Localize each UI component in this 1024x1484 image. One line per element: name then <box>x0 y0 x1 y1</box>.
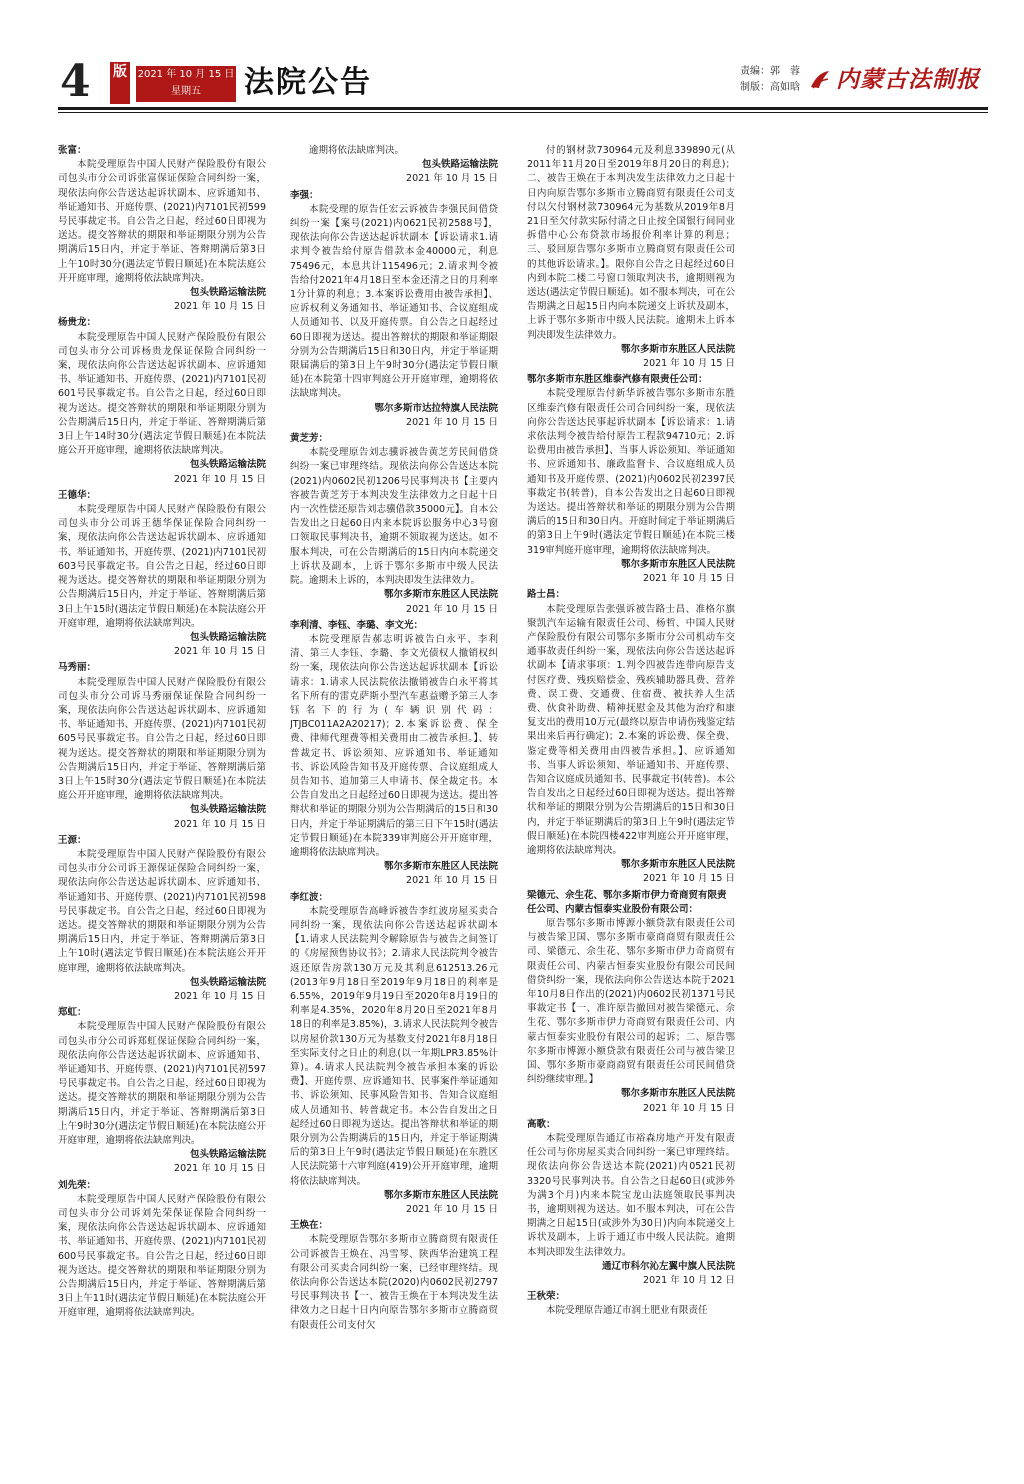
notice-recipient: 王焕在： <box>290 1220 329 1232</box>
court-notice <box>290 619 498 889</box>
court-notice <box>58 316 266 486</box>
notice-date: 2021 年 10 月 15 日 <box>174 818 266 830</box>
notice-recipient: 郑虹： <box>58 1007 87 1019</box>
notice-date: 2021 年 10 月 15 日 <box>406 173 498 185</box>
notice-court: 包头铁路运输法院 <box>189 459 266 471</box>
column-2 <box>290 144 498 1470</box>
notice-court: 鄂尔多斯市东胜区人民法院 <box>620 558 735 570</box>
notice-body: 本院受理原告通辽市润土肥业有限责任 <box>546 1305 708 1317</box>
court-notice <box>290 144 498 187</box>
notice-date: 2021 年 10 月 15 日 <box>174 990 266 1002</box>
notice-recipient: 黄芝芳： <box>290 433 329 445</box>
notice-date: 2021 年 10 月 15 日 <box>406 1204 498 1216</box>
notice-body: 本院受理原告郝志明诉被告白永平、李利清、第三人李钰、李璐、李文光债权人撤销权纠纷一案，现依法向你公告送达起诉状副本【诉讼请求：1.请求人民法院依法撤销被告白永平将其名下所有的雷克萨斯小型汽车惠益赠予第三人李钰名下的行为(车辆识别代码：JTJBC011A2A20217)；2.本案诉讼费、保全费、律师代理费等相关费用由二被告承担。】、转普裁定书、诉讼须知、应诉通知书、举证通知书、诉讼风险告知书及开庭传票、合议庭组成人员告知书、追加第三人申请书、保全裁定书。本公告自发出之日起经过60日即视为送达。提出答辩状和举证的期限分别为公告期满后的15日和30日内，并定于举证期满后的第三日下午15时(遇法定节假日顺延)在本院339审判庭公开开庭审理，逾期将依法缺席判决。 <box>290 633 498 858</box>
brand-name: 内蒙古法制报 <box>836 66 980 93</box>
notice-body: 付的钢材款730964元及利息339890元(从2011年11月20日至2019年8月20日的利息)；二、被告王焕在于本判决发生法律效力之日起十日内向原告鄂尔多斯市立腾商贸有限责任公司支付以欠付钢材款730964元为基数从2019年8月21日至欠付款实际付清之日止按全国银行间同业拆借中心公布贷款市场报价利率计算的利息；三、驳回原告鄂尔多斯市立腾商贸有限责任公司的其他诉讼请求。】。限你自公告之日起经过60日内到本院二楼二号窗口领取判决书，逾期则视为送达(遇法定节假日顺延)。如不服本判决，可在公告期满之日起15日内向本院递交上诉状及副本，上诉于鄂尔多斯市中级人民法院。逾期未上诉本判决即发生法律效力。 <box>527 145 735 341</box>
edition-badge: 版 <box>110 62 130 104</box>
notice-recipient: 李红波： <box>290 891 329 903</box>
notice-body: 本院受理原告中国人民财产保险股份有限公司包头市分公司诉郑虹保证保险合同纠纷一案，现依法向你公告送达起诉状副本、应诉通知书、举证通知书、开庭传票、(2021)内7101民初597号民事裁定书。自公告之日起，经过60日即视为送达。提交答辩状的期限和举证期限分别为公告期满后15日内，并定于举证、答辩期满后第3日上午9时30分(遇法定节假日顺延)在本院法庭公开开庭审理，逾期将依法缺席判决。 <box>58 1021 266 1147</box>
section-title: 法院公告 <box>244 65 372 100</box>
notice-date: 2021 年 10 月 15 日 <box>174 1163 266 1175</box>
court-notice <box>58 1006 266 1176</box>
notice-recipient: 李强： <box>290 189 319 201</box>
notice-court: 鄂尔多斯市东胜区人民法院 <box>383 1189 498 1201</box>
notice-court: 鄂尔多斯市东胜区人民法院 <box>620 343 735 355</box>
notice-body: 原告鄂尔多斯市博源小额贷款有限责任公司与被告梁卫国、鄂尔多斯市豪商商贸有限责任公司、梁德元、佘生花、鄂尔多斯市伊力奇商贸有限责任公司、内蒙古恒泰实业股份有限公司民间借贷纠纷一案，现依法向你公告送达本院于2021年10月8日作出的(2021)内0602民初1371号民事裁定书【一、准许原告撤回对被告梁德元、佘生花、鄂尔多斯市伊力奇商贸有限责任公司、内蒙古恒泰实业股份有限公司的起诉；二、原告鄂尔多斯市博源小额贷款有限责任公司与被告梁卫国、鄂尔多斯市豪商商贸有限责任公司民间借贷纠纷继续审理。】 <box>527 917 735 1086</box>
notice-body: 本院受理原告中国人民财产保险股份有限公司包头市分公司诉马秀丽保证保险合同纠纷一案，现依法向你公告送达起诉状副本、应诉通知书、举证通知书、开庭传票、(2021)内7101民初605号民事裁定书。自公告之日起，经过60日即视为送达。提交答辩状的期限和举证期限分别为公告期满后15日内，并定于举证、答辩期满后第3日上午15时30分(遇法定节假日顺延)在本院法庭公开开庭审理，逾期将依法缺席判决。 <box>58 676 266 802</box>
court-notice <box>58 661 266 831</box>
court-notice <box>290 432 498 617</box>
header-rule-thin <box>58 112 988 113</box>
notice-body: 本院受理原告高峰诉被告李红波房屋买卖合同纠纷一案，现依法向你公告送达起诉状副本【1.请求人民法院判令解除原告与被告之间签订的《房屋预售协议书》；2.请求人民法院判令被告返还原告房款130万元及其利息612513.26元(2013年9月18日至2019年9月18日的利率是6.55%，2019年9月19日至2020年8月19日的利率是4.35%，2020年8月20日至2021年8月18日的利率是3.85%)，3.请求人民法院判令被告以房屋价款130万元为基数支付2021年8月18日至实际支付之日止的利息(以一年期LPR3.85%计算)。4.请求人民法院判令被告承担本案的诉讼费】、开庭传票、应诉通知书、民事案件举证通知书、诉讼须知、民事风险告知书、告知合议庭组成人员通知书、转普裁定书。本公告自发出之日起经过60日即视为送达。提出答辩状和举证的期限分别为公告期满后的15日内，并定于举证期满后的第3日上午9时(遇法定节假日顺延)在东胜区人民法院第十六审判庭(419)公开开庭审理，逾期将依法缺席判决。 <box>290 905 498 1187</box>
notice-body: 本院受理原告中国人民财产保险股份有限公司包头市分公司诉王德华保证保险合同纠纷一案，现依法向你公告送达起诉状副本、应诉通知书、举证通知书、开庭传票、(2021)内7101民初603号民事裁定书。自公告之日起，经过60日即视为送达。提交答辩状的期限和举证期限分别为公告期满后15日内，并定于举证、答辩期满后第3日上午15时(遇法定节假日顺延)在本院法庭公开开庭审理，逾期将依法缺席判决。 <box>58 504 266 629</box>
court-notice <box>527 144 735 371</box>
court-notice <box>58 1179 266 1321</box>
notice-court: 包头铁路运输法院 <box>189 287 266 299</box>
notice-court: 鄂尔多斯市东胜区人民法院 <box>620 859 735 871</box>
notice-court: 鄂尔多斯市达拉特旗人民法院 <box>374 402 498 414</box>
notice-recipient: 王源： <box>58 834 87 846</box>
notice-body: 逾期将依法缺席判决。 <box>309 145 405 156</box>
notice-date: 2021 年 10 月 15 日 <box>643 573 735 585</box>
court-notice <box>527 588 735 886</box>
issue-date-block <box>136 66 236 102</box>
notice-recipient: 刘先荣： <box>58 1179 97 1191</box>
court-notice <box>527 1290 735 1318</box>
notice-court: 通辽市科尔沁左翼中旗人民法院 <box>601 1260 735 1272</box>
notice-recipient: 王德华： <box>58 489 97 501</box>
notice-body: 本院受理原告中国人民财产保险股份有限公司包头市分公司诉王源保证保险合同纠纷一案，现依法向你公告送达起诉状副本、应诉通知书、举证通知书、开庭传票、(2021)内7101民初598号民事裁定书。自公告之日起，经过60日即视为送达。提交答辩状的期限和举证期限分别为公告期满后15日内，并定于举证、答辩期满后第3日上午10时(遇法定节假日顺延)在本院法庭公开开庭审理，逾期将依法缺席判决。 <box>58 848 266 974</box>
notice-date: 2021 年 10 月 15 日 <box>174 473 266 485</box>
court-notice <box>527 373 735 586</box>
masthead <box>0 0 1024 112</box>
court-notice <box>527 1118 735 1288</box>
notice-court: 鄂尔多斯市东胜区人民法院 <box>383 861 498 873</box>
notice-body: 本院受理原告付新华诉被告鄂尔多斯市东胜区维泰汽修有限责任公司合同纠纷一案，现依法向你公告送达民事起诉状副本【诉讼请求：1.请求依法判令被告给付原告工程款94710元；2.诉讼费用由被告承担】、当事人诉讼须知、举证通知书、应诉通知书、廉政监督卡、合议庭组成人员通知书及开庭传票、(2021)内0602民初2397民事裁定书(转普)，自本公告发出之日起60日即视为送达。提出答辩状和举证的期限分别为公告期满后的15日和30日内。开庭时间定于举证期满后的第3日上午9时(遇法定节假日顺延)在本院三楼319审判庭开庭审理，逾期将依法缺席判决。 <box>527 388 735 556</box>
newspaper-brand <box>808 62 988 98</box>
notice-body: 本院受理原告中国人民财产保险股份有限公司包头市分公司诉刘先荣保证保险合同纠纷一案，现依法向你公告送达起诉状副本、应诉通知书、举证通知书、开庭传票、(2021)内7101民初600号民事裁定书。自公告之日起，经过60日即视为送达。提交答辩状的期限和举证期限分别为公告期满后15日内，并定于举证、答辩期满后第3日上午11时(遇法定节假日顺延)在本院法庭公开开庭审理，逾期将依法缺席判决。 <box>58 1193 266 1319</box>
court-notice <box>58 834 266 1004</box>
notice-recipient: 鄂尔多斯市东胜区维泰汽修有限责任公司： <box>527 374 708 386</box>
notice-court: 鄂尔多斯市东胜区人民法院 <box>383 589 498 601</box>
notice-recipient: 梁德元、佘生花、鄂尔多斯市伊力奇商贸有限责任公司、内蒙古恒泰实业股份有限公司： <box>527 889 727 915</box>
notice-date: 2021 年 10 月 15 日 <box>174 646 266 658</box>
column-1 <box>58 144 266 1470</box>
notice-court: 包头铁路运输法院 <box>189 804 266 816</box>
notice-date: 2021 年 10 月 15 日 <box>406 875 498 887</box>
issue-date: 2021 年 10 月 15 日 <box>137 69 235 80</box>
notice-date: 2021 年 10 月 15 日 <box>406 416 498 428</box>
notice-body: 本院受理原告中国人民财产保险股份有限公司包头市分公司诉张富保证保险合同纠纷一案，现依法向你公告送达起诉状副本、应诉通知书、举证通知书、开庭传票、(2021)内7101民初599号民事裁定书。自公告之日起，经过60日即视为送达。提交答辩状的期限和举证期限分别为公告期满后15日内，并定于举证、答辩期满后第3日上午10时30分(遇法定节假日顺延)在本院法庭公开开庭审理，逾期将依法缺席判决。 <box>58 159 266 284</box>
court-notice <box>58 144 266 314</box>
notice-body: 本院受理原告张强诉被告路士昌、准格尔旗聚凯汽车运输有限责任公司、杨哲、中国人民财产保险股份有限公司鄂尔多斯市分公司机动车交通事故责任纠纷一案，现依法向你公告送达起诉状副本【请求事项：1.判令四被告连带向原告支付医疗费、残疾赔偿金、残疾辅助器具费、营养费、误工费、交通费、住宿费、被扶养人生活费、伙食补助费、精神抚慰金及其他为治疗和康复支出的费用10万元(最终以原告申请伤残鉴定结果出来后再行确定)；2.本案的诉讼费、保全费、鉴定费等相关费用由四被告承担。】、应诉通知书、当事人诉讼须知、举证通知书、开庭传票、告知合议庭成员通知书、民事裁定书(转普)。本公告自发出之日起经过60日即视为送达。提出答辩状和举证的期限分别为公告期满后的15日和30日内，并定于举证期满后的第3日上午9时(遇法定节假日顺延)在本院四楼422审判庭公开开庭审理，逾期将依法缺席判决。 <box>527 603 735 856</box>
notice-date: 2021 年 10 月 15 日 <box>406 603 498 615</box>
issue-weekday: 星期五 <box>171 86 201 97</box>
notice-recipient: 王秋荣： <box>527 1291 566 1303</box>
notice-recipient: 马秀丽： <box>58 662 97 674</box>
notice-court: 包头铁路运输法院 <box>189 1149 266 1161</box>
notice-date: 2021 年 10 月 15 日 <box>174 301 266 313</box>
notice-body: 本院受理原告中国人民财产保险股份有限公司包头市分公司诉杨贵龙保证保险合同纠纷一案，现依法向你公告送达起诉状副本、应诉通知书、举证通知书、开庭传票、(2021)内7101民初601号民事裁定书。自公告之日起，经过60日即视为送达。提交答辩状的期限和举证期限分别为公告期满后15日内，并定于举证、答辩期满后第3日上午14时30分(遇法定节假日顺延)在本院法庭公开开庭审理，逾期将依法缺席判决。 <box>58 331 266 457</box>
notice-recipient: 杨贵龙： <box>58 317 97 329</box>
notice-body: 本院受理原告鄂尔多斯市立腾商贸有限责任公司诉被告王焕在、冯雪琴、陕西华治建筑工程有限公司买卖合同纠纷一案，已经审理终结。现依法向你公告送达本院(2020)内0602民初2797号民事判决书【一、被告王焕在于本判决发生法律效力之日起十日内向原告鄂尔多斯市立腾商贸有限责任公司支付欠 <box>290 1234 498 1331</box>
notice-body: 本院受理的原告任宏云诉被告李强民间借贷纠纷一案【案号(2021)内0621民初2588号】，现依法向你公告送达起诉状副本【诉讼请求1.请求判令被告给付原告借款本金40000元，利息75496元，本息共计115496元；2.请求判令被告给付2021年4月18日至本金还清之日的月利率1分计算的利息；3.本案诉讼费用由被告承担】、应诉权利义务通知书、举证通知书、合议庭组成人员通知书、以及开庭传票。自公告之日起经过60日即视为送达。提出答辩状的期限和举证期限分别为公告期满后15日和30日内，并定于举证期限届满后的第3日上午9时30分(遇法定节假日顺延)在本院第十四审判庭公开开庭审理，逾期将依法缺席判决。 <box>290 203 498 400</box>
court-notice <box>527 889 735 1116</box>
layout-credit: 制版：高如晗 <box>740 82 800 93</box>
editor-credit: 责编：郭 蓉 <box>740 66 800 77</box>
notice-recipient: 张富： <box>58 145 87 156</box>
column-3 <box>527 144 735 1470</box>
court-notice <box>290 1219 498 1333</box>
notice-date: 2021 年 10 月 15 日 <box>643 873 735 885</box>
court-notice <box>290 891 498 1218</box>
court-notice <box>290 189 498 430</box>
notice-date: 2021 年 10 月 15 日 <box>643 1102 735 1114</box>
notice-recipient: 路士昌： <box>527 589 566 601</box>
notice-court: 包头铁路运输法院 <box>421 159 498 171</box>
page-number: 4 <box>60 56 91 107</box>
notice-court: 鄂尔多斯市东胜区人民法院 <box>620 1088 735 1100</box>
notice-date: 2021 年 10 月 15 日 <box>643 358 735 370</box>
notice-court: 包头铁路运输法院 <box>189 631 266 643</box>
credits <box>740 64 800 96</box>
notice-body: 本院受理原告刘志骥诉被告黄芝芳民间借贷纠纷一案已审理终结。现依法向你公告送达本院(2021)内0602民初1206号民事判决书【主要内容被告黄芝芳于本判决发生法律效力之日起十日内一次性偿还原告刘志骥借款35000元】。自本公告发出之日起60日内来本院诉讼服务中心3号窗口领取民事判决书，逾期不领取视为送达。如不服本判决，可在公告期满后的15日内向本院递交上诉状及副本，上诉于鄂尔多斯市中级人民法院。逾期未上诉的，本判决即发生法律效力。 <box>290 447 498 587</box>
notice-body: 本院受理原告通辽市裕森房地产开发有限责任公司与你房屋买卖合同纠纷一案已审理终结。现依法向你公告送达本院(2021)内0521民初3320号民事判决书。自公告之日起60日(或涉外为满3个月)内来本院宝龙山法庭领取民事判决书，逾期则视为送达。如不服本判决，可在公告期满之日起15日(或涉外为30日)内向本院递交上诉状及副本，上诉于通辽市中级人民法院。逾期本判决即发生法律效力。 <box>527 1133 735 1258</box>
court-notice <box>58 489 266 659</box>
notice-recipient: 高歌： <box>527 1118 556 1130</box>
notice-date: 2021 年 10 月 12 日 <box>643 1275 735 1287</box>
notice-recipient: 李利清、李钰、李璐、李文光： <box>290 619 424 631</box>
header-rule <box>58 107 988 110</box>
logo-mark-icon <box>808 68 832 92</box>
notice-court: 包头铁路运输法院 <box>189 976 266 988</box>
